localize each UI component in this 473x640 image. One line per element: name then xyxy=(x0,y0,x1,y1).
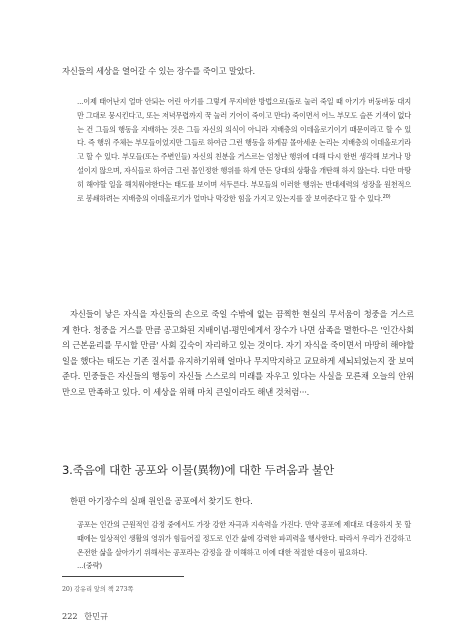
footnote-divider xyxy=(62,576,184,577)
paragraph-2-text: 자신들이 낳은 자식을 자신들의 손으로 죽일 수밖에 없는 끔찍한 현실의 무서움이 청중을 거스르게 한다. 청중을 거스를 만큼 공고화된 지배이념-평민에게서 장수가 나면 삼족을 멸한다-은 '인간사회의 근본윤리를 무시할 만큼' 사회 깊숙이 자리하고 있는 것이다. 자기 자식을 죽이면서 마땅히 해야할 일을 했다는 태도는 기존 질서를 유지하기위해 얼마나 무지막지하고 교묘하게 세뇌되었는지 잘 보여준다. 민중들은 자신들의 행동이 자신들 스스로의 미래를 자우고 있다는 사실을 모른채 오늘의 안위만으로 만족하고 있다. 이 세상을 위해 마치 큰일이라도 해낸 것처럼···. xyxy=(62,309,414,397)
footnote-ref: 20) xyxy=(382,193,391,200)
body-paragraph-2 xyxy=(62,307,414,400)
body-paragraph-3 xyxy=(62,494,414,510)
footnote: 20) 강유리 앞의 책 273쪽 xyxy=(62,586,134,593)
page-footer xyxy=(62,611,108,622)
block-quote-1 xyxy=(77,95,411,205)
block-quote-2 xyxy=(77,518,411,573)
paragraph-3-text: 한편 아기장수의 실패 원인을 공포에서 찾기도 한다. xyxy=(70,496,253,506)
quote-2-text: 공포는 인간의 근원적인 감정 중에서도 가장 강한 자극과 지속력을 가진다. 만약 공포에 제대로 대응하지 못 할 때에는 일상적인 생활의 영위가 힘들어질 정도로 인간 삶에 강력한 파괴력을 행사한다. 따라서 우리가 건강하고 온전한 삶을 살아가기 위해서는 공포라는 감정을 잘 이해하고 이에 대한 적절한 대응이 필요하다. xyxy=(77,520,411,557)
page-number: 222 xyxy=(62,611,78,621)
running-head: 한민규 xyxy=(84,611,108,621)
section-heading: 3.죽음에 대한 공포와 이물(異物)에 대한 두려움과 불안 xyxy=(62,463,335,477)
intro-paragraph xyxy=(62,64,414,80)
quote-1-text xyxy=(77,95,411,205)
quote-1-body: ...이제 태어난지 얼마 안되는 어린 아기를 그렇게 무지비한 방법으로(돌로 눌러 죽일 때 아기가 버둥버둥 대지만 그대로 뭉시킨다고, 또는 저녁무렵까지 꾹 눌러 기어이 죽이고 만다) 죽이면서 어느 부모도 슬픈 기색이 없다는 건 그들의 행동을 지배하는 것은 그들 자신의 의식이 아니라 지배층의 이데올로기이기 때문이라고 할 수 있다. 즉 행위 주체는 부모들이었지만 그들로 하여금 그런 행동을 하게끔 몰아세운 논리는 지배층의 이데올로기라고 할 수 있다. 부모들(또는 주변인들) 자신의 친분을 거스르는 엄청난 행위에 대해 다시 한번 생각해 보거나 망설이지 않으며, 자식들로 하여금 그런 몰인정한 행위를 하게 만든 당대의 상황을 개탄해 하지 않는다. 다만 마땅히 해야할 일을 해치워야한다는 태도를 보이며 서두른다. 부모들의 이러한 행위는 반대세력의 성장을 원천적으로 봉쇄하려는 지배층의 이데올로기가 얼마나 막강한 힘을 가지고 있는지를 잘 보여준다고 할 수 있다. xyxy=(77,97,411,203)
quote-2-ellipsis: ...(중략) xyxy=(77,561,102,571)
intro-text: 자신들의 세상을 열어갈 수 있는 장수를 죽이고 말았다. xyxy=(62,66,255,76)
